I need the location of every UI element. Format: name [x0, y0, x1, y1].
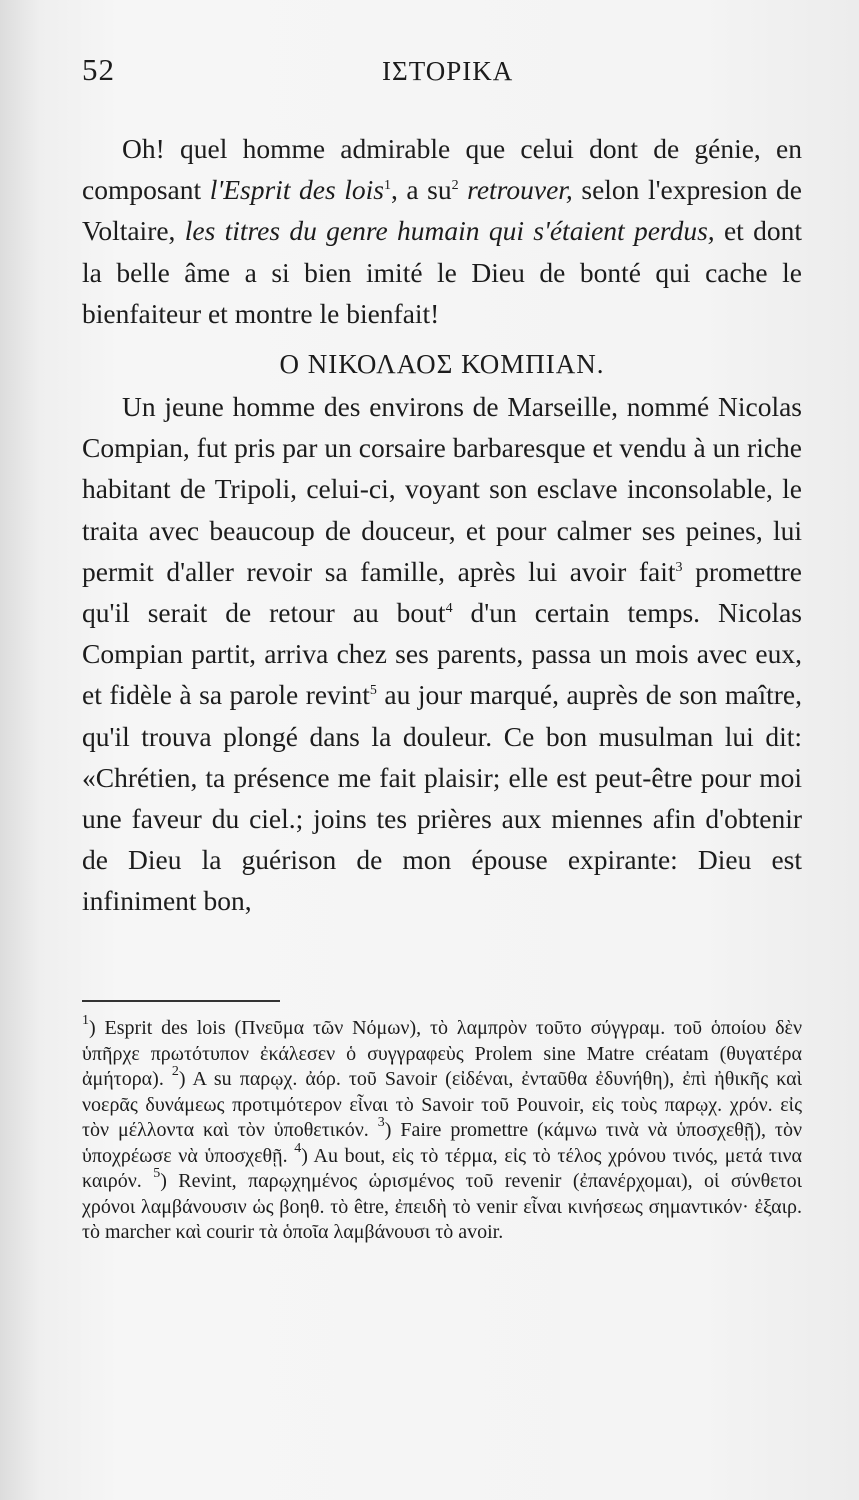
section-title: Ο ΝΙΚΟΛΑΟΣ ΚΟΜΠΙΑΝ.	[279, 349, 605, 380]
footnote-ref-4: 4	[445, 601, 453, 617]
footnote-5: ) Revint, παρῳχημένος ὡρισμένος τοῦ revenir (ἐπανέρχομαι), οἱ σύνθετοι χρόνοι λαμβάνουσιν ὡς βοηθ. τὸ être, ἐπειδὴ τὸ venir εἶναι κινήσεως σημαντικόν· ἐξαιρ. τὸ marcher καὶ courir τὰ ὁποῖα λαμβάνουσι τὸ avoir.	[82, 1170, 802, 1243]
footnote-3: ) Faire promettre (κάμνω τινὰ νὰ ὑποσχεθῇ), τὸν ὑποχρέωσε νὰ ὑποσχεθῇ.	[82, 1119, 803, 1167]
footnote-separator	[82, 1000, 280, 1002]
voltaire-quote: les titres du genre humain qui s'étaient perdus,	[184, 215, 715, 247]
footnotes	[82, 1013, 803, 1246]
footnote-2: ) A su παρῳχ. ἀόρ. τοῦ Savoir (εἰδέναι, ἐνταῦθα ἐδυνήθη), ἐπὶ ἠθικῆς καὶ νοερᾶς δυνάμεως προτιμότερον εἶναι τὸ Savoir τοῦ Pouvoir, εἰς τοὺς παρῳχ. χρόν. εἰς τὸν μέλλοντα καὶ τὸν ὑποθετικόν.	[82, 1068, 802, 1141]
book-title: l'Esprit des lois	[209, 174, 384, 206]
paragraph-montesquieu: Oh! quel homme admirable que celui dont de génie, en composant l'Esprit des lois$^1$, a $su^2$ retrouver, selon l'expresion de Voltaire, les titres du genre humain qui s'étaient perdus, et dont la belle âme a si bien imité le Dieu de bonté qui cache le bienfaiteur et montre le bienfait!	[82, 133, 803, 329]
footnote-ref-1: 1	[383, 178, 391, 194]
main-text	[82, 128, 802, 922]
footnote-ref-3: 3	[675, 559, 683, 575]
running-head: ΙΣΤΟΡΙΚΑ	[382, 56, 514, 86]
footnote-block: $^1$) Esprit des lois (Πνεῦμα τῶν Νόμων), τὸ λαμπρὸν τοῦτο σύγγραμ. τοῦ ὁποίου δὲν ὑπῆρχε πρωτότυπον ἐκάλεσεν ὁ συγγραφεὺς Prolem sine Matre créatam (θυγατέρα ἀμήτορα). $^2$) A su παρῳχ. ἀόρ. τοῦ Savoir (εἰδέναι, ἐνταῦθα ἐδυνήθη), ἐπὶ ἠθικῆς καὶ νοερᾶς δυνάμεως προτιμότερον εἶναι τὸ Savoir τοῦ Pouvoir, εἰς τοὺς παρῳχ. χρόν. εἰς τὸν μέλλοντα καὶ τὸν ὑποθετικόν. $^3$) Faire promettre (κάμνω τινὰ νὰ ὑποσχεθῇ), τὸν ὑποχρέωσε νὰ ὑποσχεθῇ. $^4$) Au bout, εἰς τὸ τέρμα, εἰς τὸ τέλος χρόνου τινός, μετά τινα καιρόν. $^5$) Revint, παρῳχημένος ὡρισμένος τοῦ revenir (ἐπανέρχομαι), οἱ σύνθετοι χρόνοι λαμβάνουσιν ὡς βοηθ. τὸ être, ἐπειδὴ τὸ venir εἶναι κινήσεως σημαντικόν· ἐξαιρ. τὸ marcher καὶ courir τὰ ὁποῖα λαμβάνουσι τὸ avoir.	[82, 1013, 803, 1243]
footnote-1: ) Esprit des lois (Πνεῦμα τῶν Νόμων), τὸ λαμπρὸν τοῦτο σύγγραμ. τοῦ ὁποίου δὲν ὑπῆρχε πρωτότυπον ἐκάλεσεν ὁ συγγραφεὺς Prolem sine Matre créatam (θυγατέρα ἀμήτορα).	[82, 1017, 802, 1090]
footnote-ref-2: 2	[451, 178, 459, 194]
page-number: 52	[82, 52, 115, 87]
page-header	[82, 52, 802, 98]
footnote-ref-5: 5	[369, 683, 377, 699]
paragraph-compian: Un jeune homme des environs de Marseille, nommé Nicolas Compian, fut pris par un corsaire barbaresque et vendu à un riche habitant de Tripoli, celui-ci, voyant son esclave inconsolable, le traita avec beaucoup de douceur, et pour calmer ses peines, lui permit d'aller revoir sa famille, après lui avoir fait$^3$ promettre qu'il serait de retour au bout$^4$ d'un certain temps. Nicolas Compian partit, arriva chez ses parents, passa un mois avec eux, et fidèle à sa parole revint$^5$ au jour marqué, auprès de son maître, qu'il trouva plongé dans la douleur. Ce bon musulman lui dit: «Chrétien, ta présence me fait plaisir; elle est peut-être pour moi une faveur du ciel.; joins tes prières aux miennes afin d'obtenir de Dieu la guérison de mon épouse expirante: Dieu est infiniment bon,	[82, 391, 802, 917]
footnote-4: ) Au bout, εἰς τὸ τέρμα, εἰς τὸ τέλος χρόνου τινός, μετά τινα καιρόν.	[82, 1144, 802, 1192]
